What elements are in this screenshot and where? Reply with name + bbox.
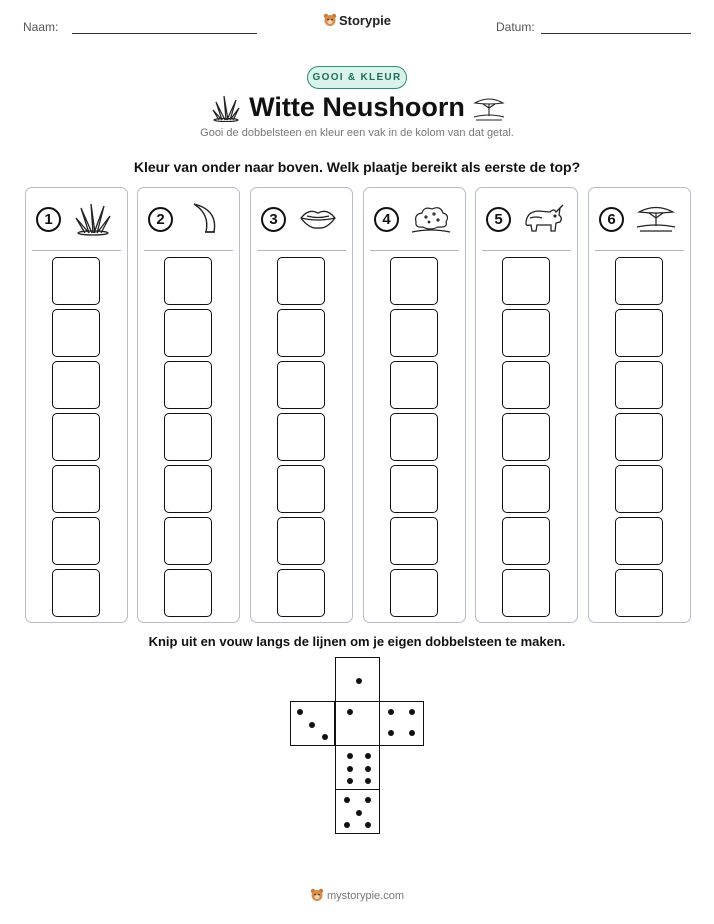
grass-icon <box>72 200 114 236</box>
column-header <box>589 188 690 250</box>
color-cell[interactable] <box>277 465 325 513</box>
bear-logo-icon <box>323 13 337 27</box>
color-cell[interactable] <box>502 309 550 357</box>
dice-pip <box>388 709 394 715</box>
dice-pip <box>347 778 353 784</box>
savanna-tree-icon <box>635 200 677 236</box>
color-cell[interactable] <box>502 465 550 513</box>
color-cell[interactable] <box>277 569 325 617</box>
horn-icon <box>184 200 226 236</box>
column-number: 4 <box>374 207 399 232</box>
dice-pip <box>309 722 315 728</box>
column-header <box>251 188 352 250</box>
dice-pip <box>347 709 353 715</box>
dice-pip <box>347 766 353 772</box>
color-cell[interactable] <box>615 309 663 357</box>
color-cell[interactable] <box>164 465 212 513</box>
dice-face-3 <box>290 701 335 746</box>
color-cell[interactable] <box>615 361 663 409</box>
dice-pip <box>344 797 350 803</box>
page-title: Witte Neushoorn <box>249 92 465 122</box>
column-1 <box>25 187 128 623</box>
color-cell[interactable] <box>277 517 325 565</box>
color-cell[interactable] <box>277 413 325 461</box>
column-divider <box>595 250 684 251</box>
color-cell[interactable] <box>390 361 438 409</box>
column-number: 1 <box>36 207 61 232</box>
dice-pip <box>365 797 371 803</box>
color-cell[interactable] <box>615 465 663 513</box>
color-cell[interactable] <box>52 257 100 305</box>
dice-pip <box>297 709 303 715</box>
color-cell[interactable] <box>164 413 212 461</box>
dice-face-6 <box>335 745 380 790</box>
color-cell[interactable] <box>390 465 438 513</box>
brand-name: Storypie <box>338 13 391 28</box>
column-divider <box>32 250 121 251</box>
column-divider <box>144 250 233 251</box>
color-cell[interactable] <box>390 257 438 305</box>
color-cell[interactable] <box>502 361 550 409</box>
mud-puddle-icon <box>410 200 452 236</box>
dice-pip <box>409 730 415 736</box>
color-cell[interactable] <box>52 309 100 357</box>
lips-icon <box>297 200 339 236</box>
dice-instruction: Knip uit en vouw langs de lijnen om je eigen dobbelsteen te maken. <box>148 634 566 649</box>
bear-logo-icon <box>310 888 324 902</box>
color-cell[interactable] <box>502 413 550 461</box>
column-2 <box>137 187 240 623</box>
color-cell[interactable] <box>502 569 550 617</box>
savanna-tree-icon <box>472 92 506 122</box>
color-cell[interactable] <box>615 569 663 617</box>
dice-pip <box>365 822 371 828</box>
column-number: 6 <box>599 207 624 232</box>
column-header <box>26 188 127 250</box>
column-number: 5 <box>486 207 511 232</box>
column-number: 2 <box>148 207 173 232</box>
brand-logo <box>0 13 714 28</box>
color-cell[interactable] <box>164 309 212 357</box>
dice-pip <box>388 730 394 736</box>
name-label: Naam: <box>23 20 59 34</box>
column-number: 3 <box>261 207 286 232</box>
column-divider <box>370 250 459 251</box>
name-line <box>72 33 257 34</box>
color-cell[interactable] <box>390 569 438 617</box>
color-cell[interactable] <box>164 257 212 305</box>
column-header <box>364 188 465 250</box>
color-cell[interactable] <box>390 309 438 357</box>
color-cell[interactable] <box>390 413 438 461</box>
column-divider <box>257 250 346 251</box>
rhino-icon <box>522 200 564 236</box>
dice-pip <box>344 822 350 828</box>
date-line <box>541 33 691 34</box>
color-cell[interactable] <box>277 361 325 409</box>
page-subtitle: Gooi de dobbelsteen en kleur een vak in de kolom van dat getal. <box>200 127 514 139</box>
color-cell[interactable] <box>164 569 212 617</box>
date-label: Datum: <box>496 20 535 34</box>
dice-face-1 <box>335 657 380 702</box>
activity-badge: GOOI & KLEUR <box>307 66 407 89</box>
dice-pip <box>356 678 362 684</box>
color-cell[interactable] <box>52 413 100 461</box>
color-cell[interactable] <box>502 517 550 565</box>
dice-pip <box>322 734 328 740</box>
footer <box>0 888 714 902</box>
dice-pip <box>365 778 371 784</box>
dice-face-1 <box>335 701 380 746</box>
color-cell[interactable] <box>277 257 325 305</box>
dice-pip <box>365 766 371 772</box>
color-cell[interactable] <box>52 569 100 617</box>
dice-pip <box>409 709 415 715</box>
color-cell[interactable] <box>615 257 663 305</box>
dice-face-5 <box>335 789 380 834</box>
dice-pip <box>356 810 362 816</box>
color-cell[interactable] <box>52 465 100 513</box>
column-3 <box>250 187 353 623</box>
color-cell[interactable] <box>164 517 212 565</box>
column-header <box>138 188 239 250</box>
color-cell[interactable] <box>615 517 663 565</box>
color-cell[interactable] <box>164 361 212 409</box>
dice-pip <box>347 753 353 759</box>
footer-url: mystorypie.com <box>326 890 405 902</box>
column-header <box>476 188 577 250</box>
column-5 <box>475 187 578 623</box>
color-cell[interactable] <box>52 361 100 409</box>
dice-face-4 <box>379 701 424 746</box>
color-cell[interactable] <box>52 517 100 565</box>
column-4 <box>363 187 466 623</box>
color-cell[interactable] <box>615 413 663 461</box>
instruction-text: Kleur van onder naar boven. Welk plaatje bereikt als eerste de top? <box>133 159 581 175</box>
color-cell[interactable] <box>502 257 550 305</box>
column-divider <box>482 250 571 251</box>
color-cell[interactable] <box>390 517 438 565</box>
color-cell[interactable] <box>277 309 325 357</box>
column-6 <box>588 187 691 623</box>
dice-pip <box>365 753 371 759</box>
